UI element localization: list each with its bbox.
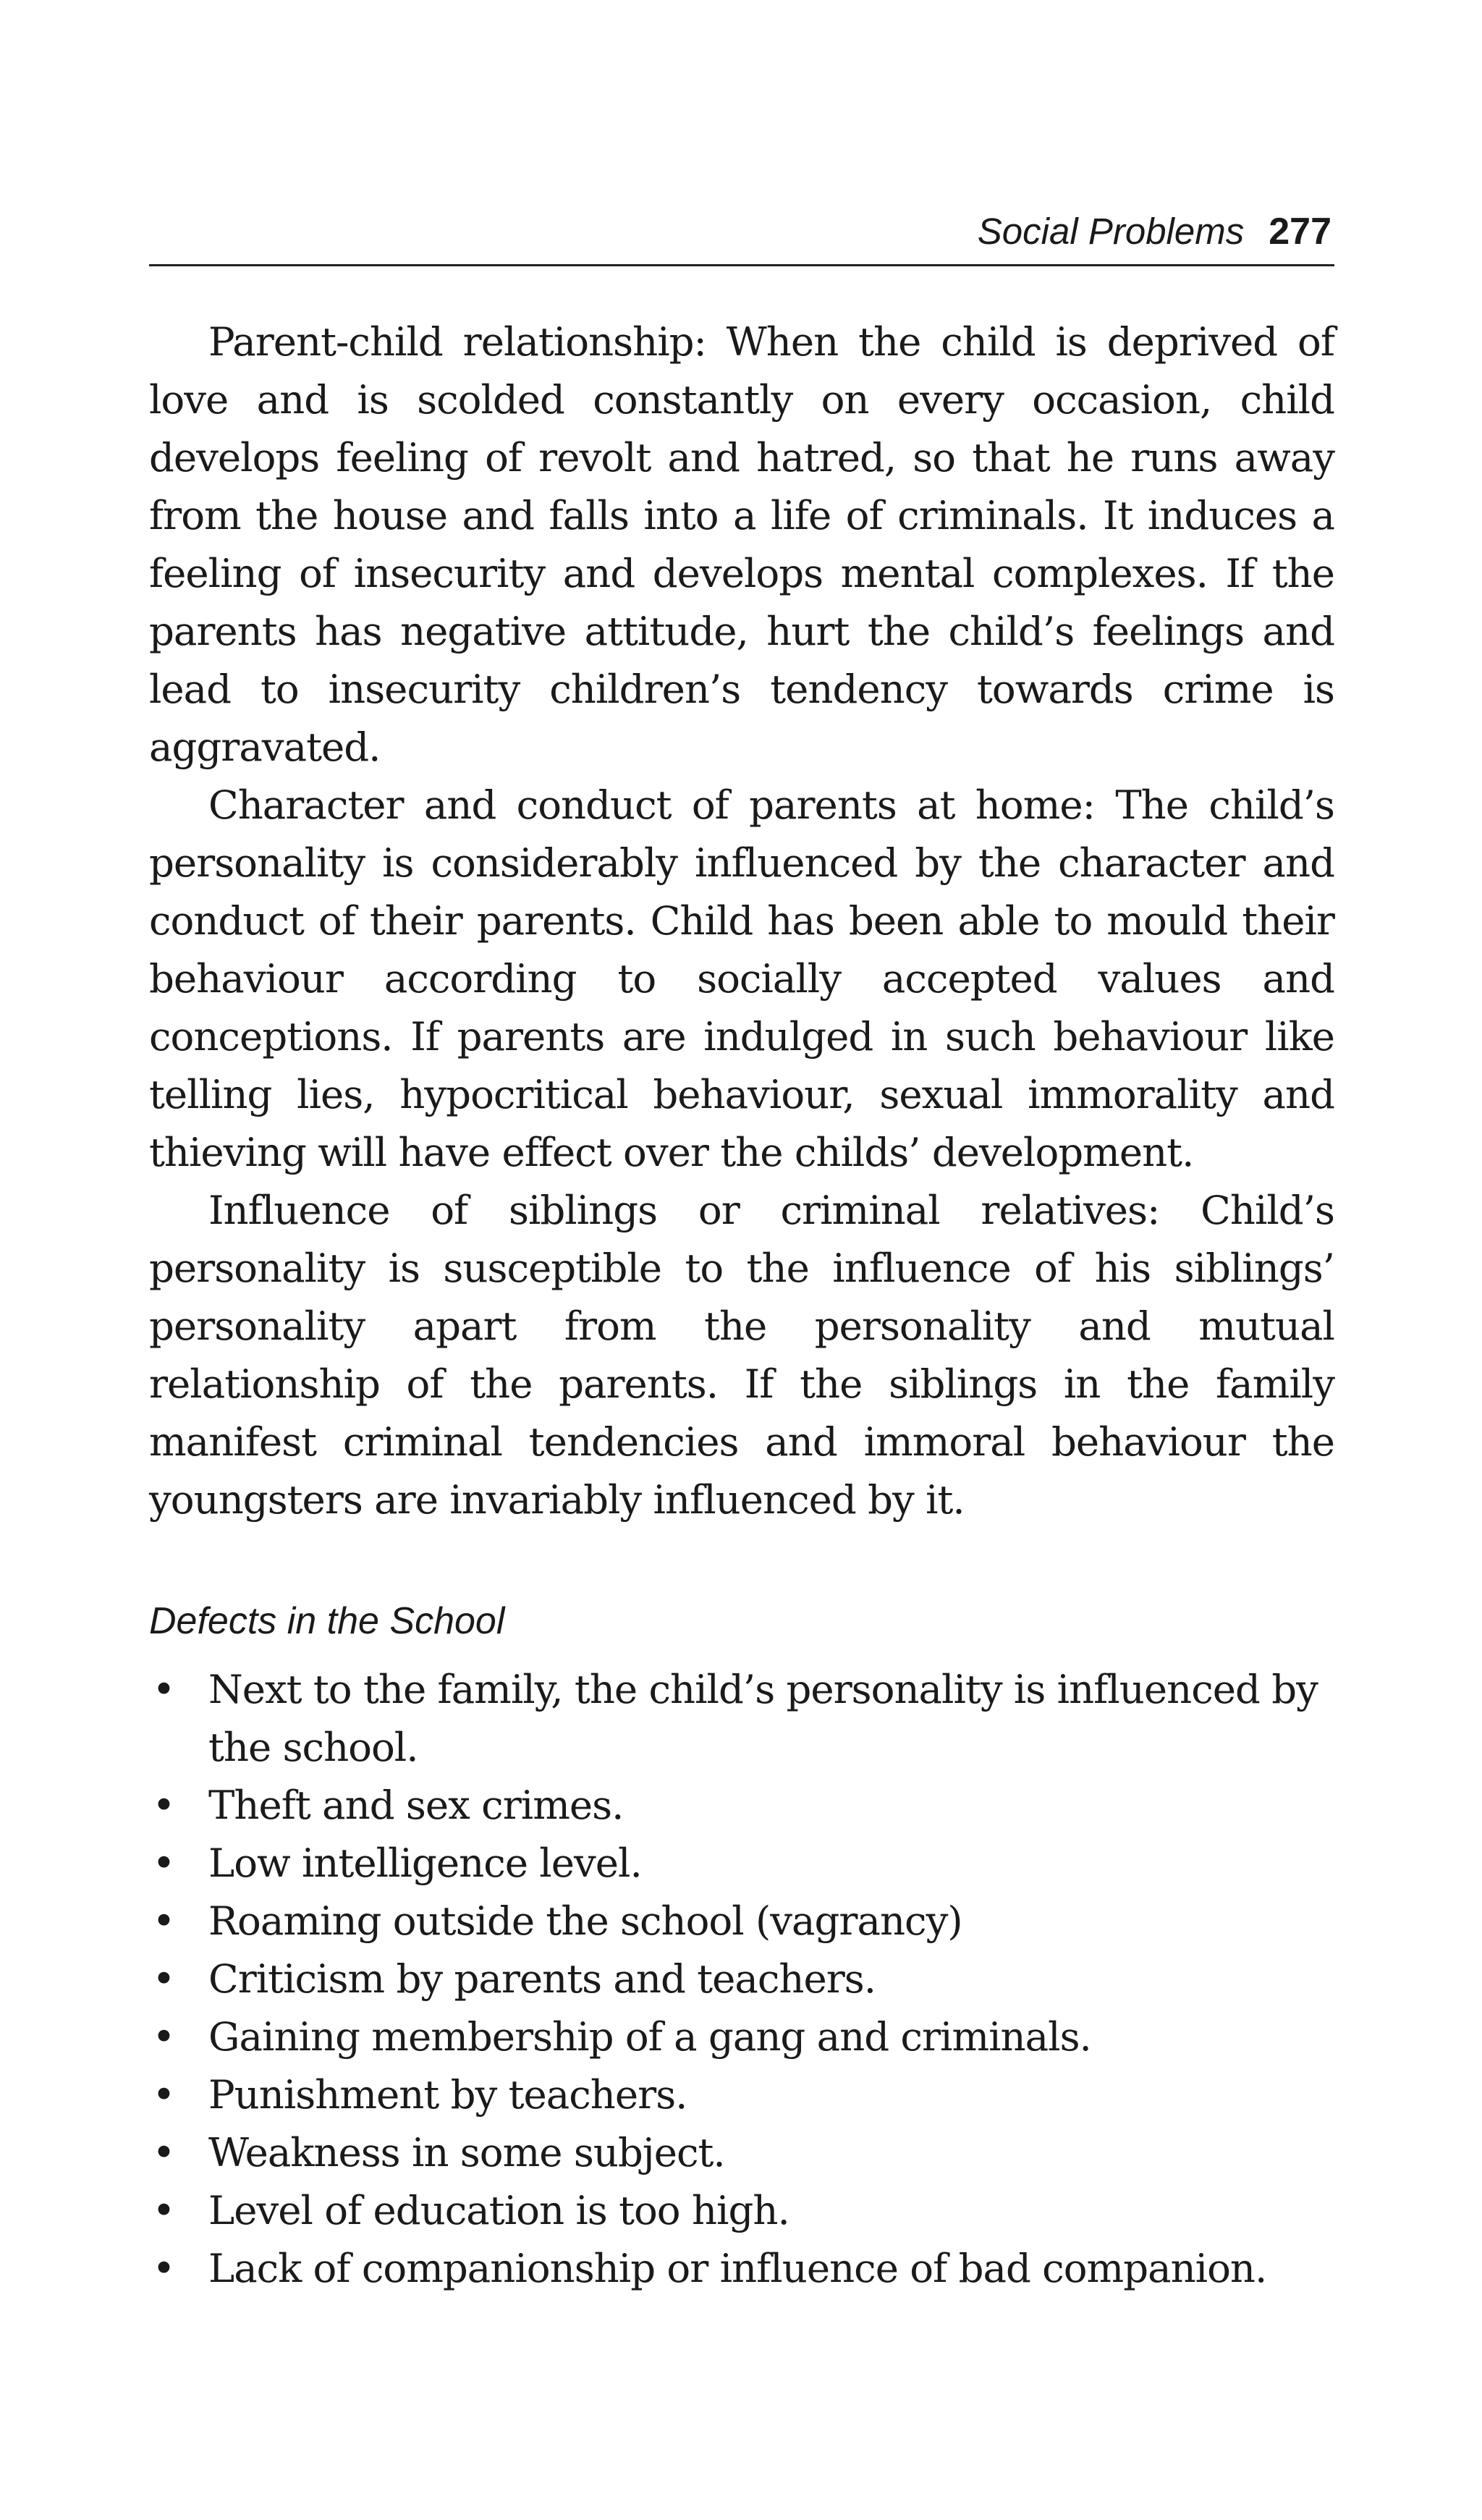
list-item: [149, 2008, 1334, 2066]
list-item-text: Gaining membership of a gang and criminals.: [208, 2013, 1091, 2060]
list-item-text: Weakness in some subject.: [208, 2129, 725, 2176]
list-item-text: Punishment by teachers.: [208, 2071, 687, 2118]
bullet-icon: •: [152, 1782, 175, 1828]
page-number: 277: [1269, 211, 1331, 253]
bullet-icon: •: [152, 2187, 175, 2233]
list-item-text: Level of education is too high.: [208, 2187, 789, 2233]
running-header: [149, 210, 1334, 266]
list-item-text: Theft and sex crimes.: [208, 1782, 624, 1828]
bullet-icon: •: [152, 2013, 175, 2060]
list-item-text: Criticism by parents and teachers.: [208, 1955, 876, 2002]
list-item: [149, 1660, 1334, 1776]
list-item-text: Next to the family, the child’s personality is influenced by the school.: [208, 1666, 1318, 1770]
list-item: [149, 2123, 1334, 2181]
list-item: [149, 2181, 1334, 2239]
running-title: Social Problems: [977, 211, 1245, 252]
paragraph-parent-child: Parent-child relationship: When the child is deprived of love and is scolded constantly on every occasion, child develops feeling of revolt and hatred, so that he runs away from the house and falls into a life of criminals. It induces a feeling of insecurity and develops mental complexes. If the parents has negative attitude, hurt the child’s feelings and lead to insecurity children’s tendency towards crime is aggravated.: [149, 318, 1334, 770]
bullet-icon: •: [152, 2245, 175, 2291]
bullet-icon: •: [152, 1898, 175, 1944]
bullet-icon: •: [152, 1666, 175, 1712]
list-item-text: Low intelligence level.: [208, 1840, 642, 1886]
list-item-text: Roaming outside the school (vagrancy): [208, 1898, 962, 1944]
bullet-icon: •: [152, 2071, 175, 2118]
list-item: [149, 1950, 1334, 2008]
list-item: [149, 1892, 1334, 1950]
bullet-icon: •: [152, 2129, 175, 2176]
paragraph-character-conduct: Character and conduct of parents at home: The child’s personality is considerably influenced by the character and conduct of their parents. Child has been able to mould their behaviour according to socially accepted values and conceptions. If parents are indulged in such behaviour like telling lies, hypocritical behaviour, sexual immorality and thieving will have effect over the childs’ development.: [149, 782, 1334, 1175]
body-text: [149, 313, 1334, 1529]
list-item-text: Lack of companionship or influence of bad companion.: [208, 2245, 1267, 2291]
list-item: [149, 2239, 1334, 2297]
bullet-list: [149, 1660, 1334, 2297]
bullet-icon: •: [152, 1955, 175, 2002]
bullet-icon: •: [152, 1840, 175, 1886]
section-heading: Defects in the School: [149, 1600, 505, 1642]
list-item: [149, 2066, 1334, 2123]
paragraph-siblings-influence: Influence of siblings or criminal relatives: Child’s personality is susceptible to the influence of his siblings’ personality apart from the personality and mutual relationship of the parents. If the siblings in the family manifest criminal tendencies and immoral behaviour the youngsters are invariably influenced by it.: [149, 1187, 1334, 1523]
book-page: [149, 210, 1334, 2297]
list-item: [149, 1776, 1334, 1834]
list-item: [149, 1834, 1334, 1892]
